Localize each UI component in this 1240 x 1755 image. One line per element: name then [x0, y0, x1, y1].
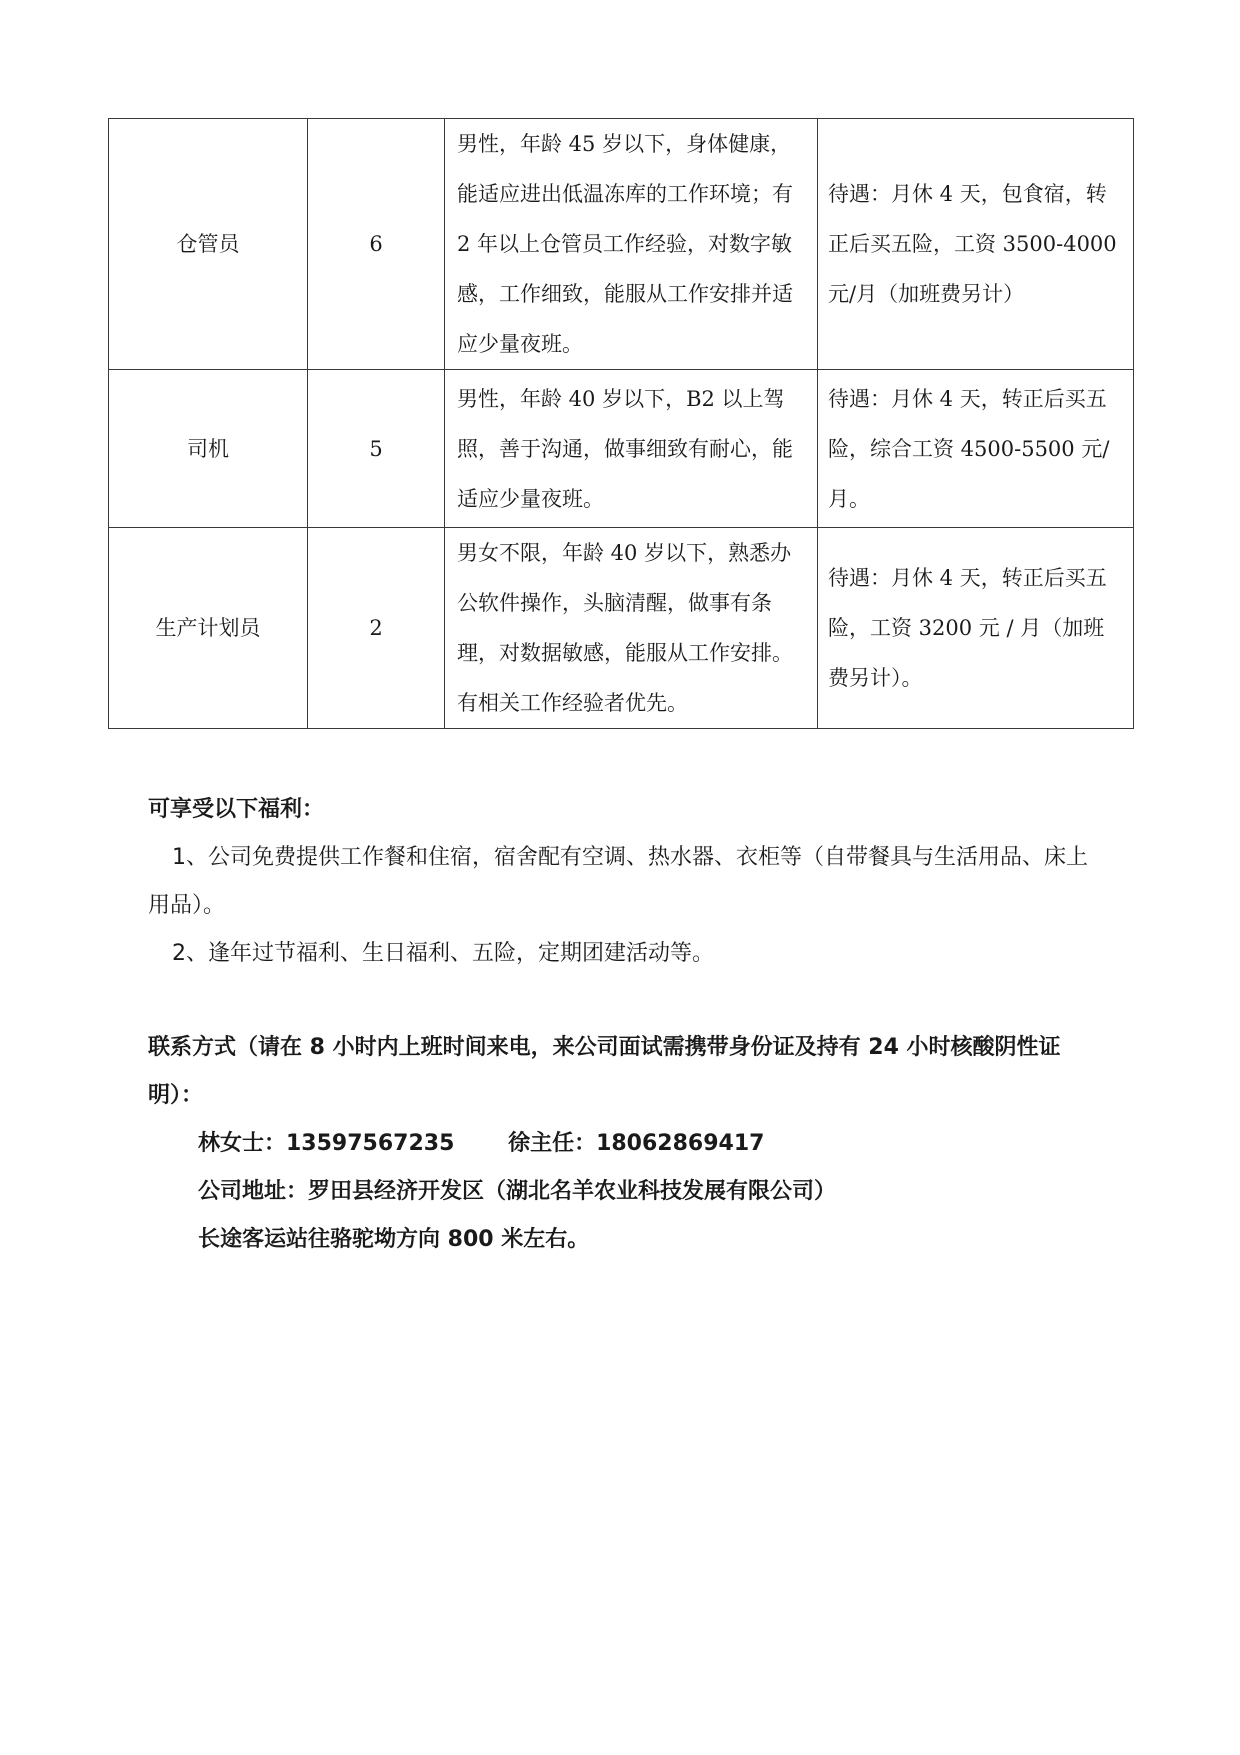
contact-heading: 联系方式（请在 8 小时内上班时间来电，来公司面试需携带身份证及持有 24 小时核酸阴性证明）： [148, 1035, 1061, 1108]
job-count: 5 [308, 370, 445, 528]
job-requirements: 男性，年龄 45 岁以下，身体健康，能适应进出低温冻库的工作环境；有 2 年以上仓管员工作经验，对数字敏感，工作细致，能服从工作安排并适应少量夜班。 [445, 119, 818, 370]
job-title: 生产计划员 [109, 528, 308, 729]
contact-person-lin: 林女士：13597567235 [198, 1131, 455, 1156]
table-row [109, 528, 1134, 729]
table-row [109, 119, 1134, 370]
welfare-item: 1、公司免费提供工作餐和住宿，宿舍配有空调、热水器、衣柜等（自带餐具与生活用品、床上用品）。 [148, 845, 1089, 918]
welfare-item: 2、逢年过节福利、生日福利、五险，定期团建活动等。 [172, 941, 714, 966]
directions: 长途客运站往骆驼坳方向 800 米左右。 [198, 1227, 590, 1252]
job-count: 2 [308, 528, 445, 729]
job-title: 司机 [109, 370, 308, 528]
job-benefits: 待遇：月休 4 天，包食宿，转正后买五险，工资 3500-4000 元/月（加班费另计） [818, 119, 1134, 370]
job-count: 6 [308, 119, 445, 370]
jobs-table [108, 118, 1134, 729]
job-benefits: 待遇：月休 4 天，转正后买五险，工资 3200 元 / 月（加班费另计）。 [818, 528, 1134, 729]
section-spacer [148, 978, 1108, 1024]
contact-person-xu: 徐主任：18062869417 [508, 1131, 765, 1156]
welfare-heading: 可享受以下福利： [148, 797, 325, 822]
table-row [109, 370, 1134, 528]
company-address: 公司地址：罗田县经济开发区（湖北名羊农业科技发展有限公司） [198, 1179, 837, 1204]
job-requirements: 男性，年龄 40 岁以下，B2 以上驾照，善于沟通，做事细致有耐心，能适应少量夜班。 [445, 370, 818, 528]
job-title: 仓管员 [109, 119, 308, 370]
job-benefits: 待遇：月休 4 天，转正后买五险，综合工资 4500-5500 元/月。 [818, 370, 1134, 528]
job-requirements: 男女不限，年龄 40 岁以下，熟悉办公软件操作，头脑清醒，做事有条理，对数据敏感，能服从工作安排。有相关工作经验者优先。 [445, 528, 818, 729]
contact-persons [148, 1120, 1108, 1168]
document-body [148, 786, 1108, 1264]
